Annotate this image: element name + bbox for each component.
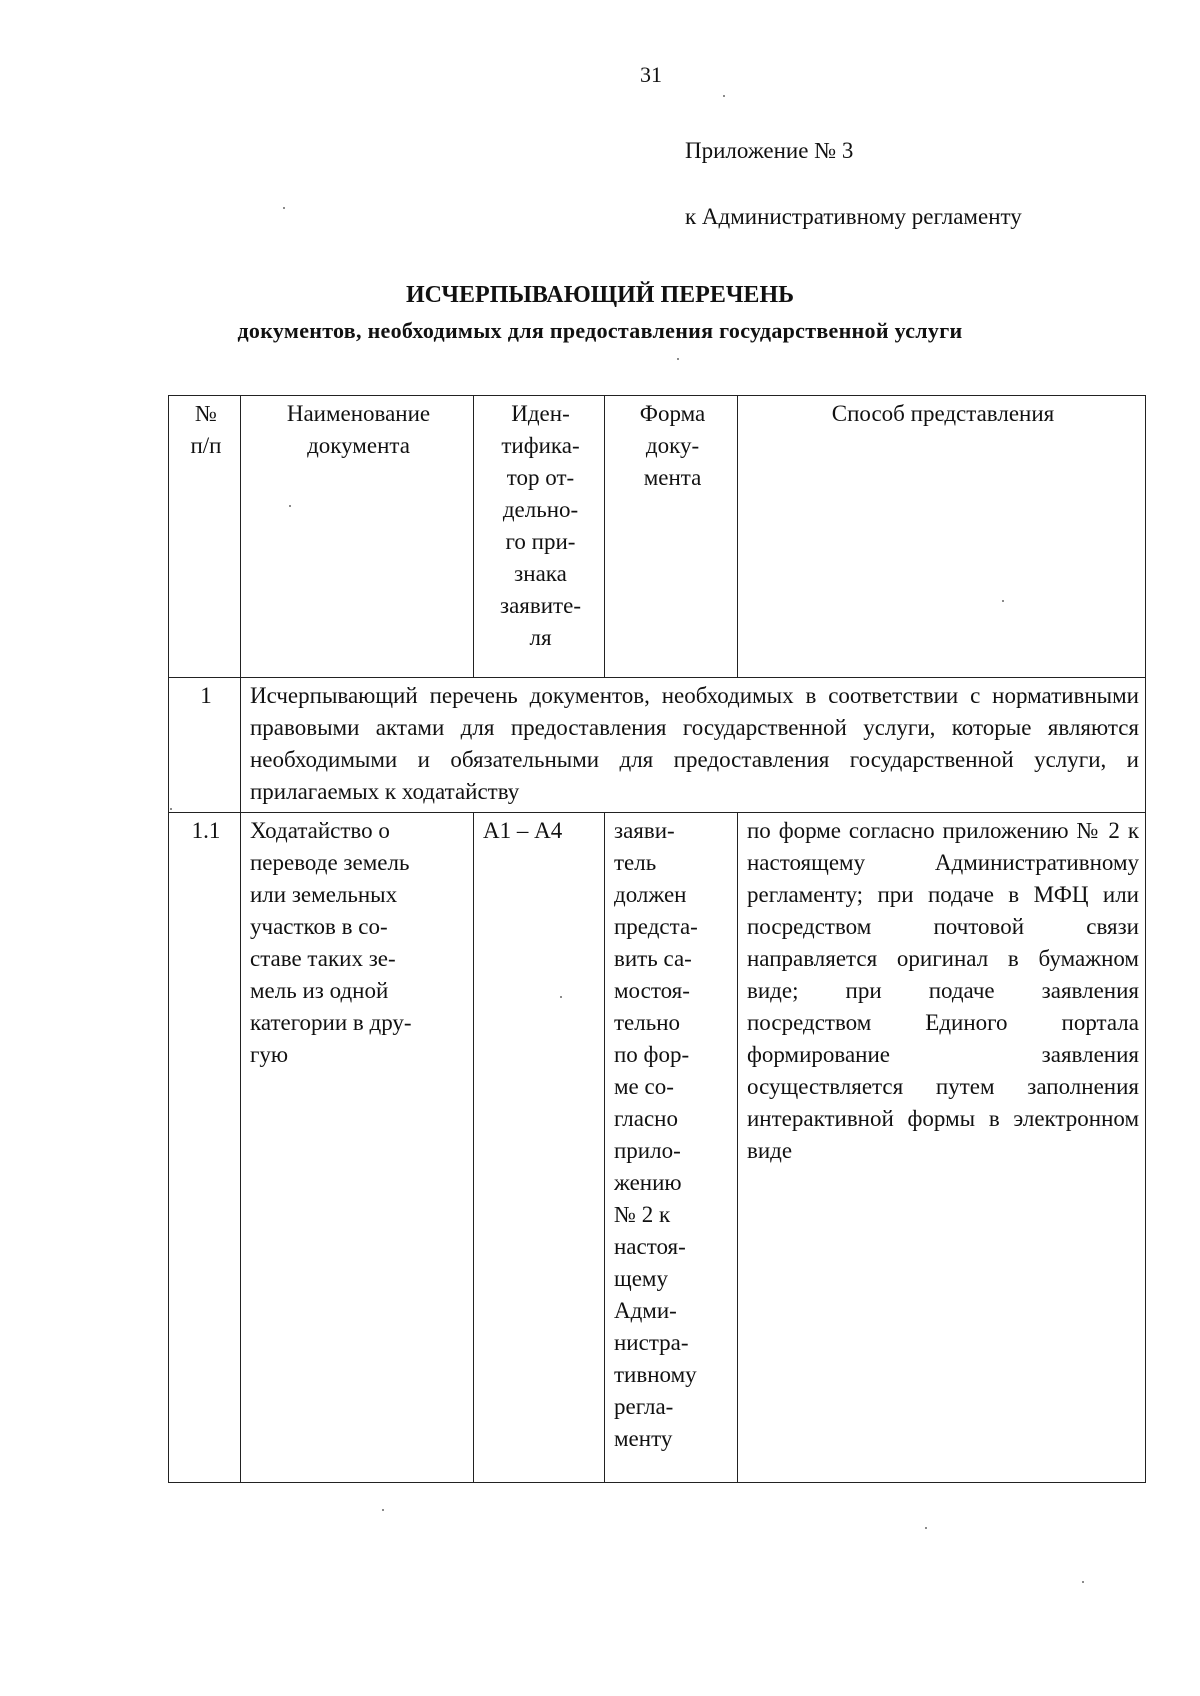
scan-speck — [289, 505, 291, 507]
header-form-line: мента — [643, 465, 702, 490]
scan-speck — [560, 996, 562, 998]
header-method-line: Способ представления — [831, 401, 1055, 426]
header-identifier — [474, 396, 605, 678]
form-line: по фор- — [614, 1042, 690, 1067]
appendix-label: Приложение № 3 — [685, 138, 854, 163]
header-identifier-line: ля — [529, 625, 552, 650]
name-line: или земельных — [250, 882, 398, 907]
row-submission-method: по форме согласно приложению № 2 к настоящему Административному регламенту; при подаче в МФЦ или посредством почтовой связи направляется оригинал в бумажном виде; при подаче заявления посредством Единого портала формирование заявления осуществляется путем заполнения интерактивной формы в электронном виде — [738, 813, 1146, 1483]
name-line: переводе земель — [250, 850, 410, 875]
document-subtitle: документов, необходимых для предоставления государственной услуги — [237, 318, 963, 343]
form-line: тель — [614, 850, 657, 875]
header-identifier-line: заявите- — [500, 593, 581, 618]
table-row — [169, 813, 1146, 1483]
row-identifier: А1 – А4 — [474, 813, 605, 1483]
name-line: категории в дру- — [250, 1010, 412, 1035]
scan-speck — [170, 808, 172, 810]
name-line: участков в со- — [250, 914, 388, 939]
name-line: мель из одной — [250, 978, 389, 1003]
scan-speck — [723, 95, 725, 97]
form-line: заяви- — [614, 818, 675, 843]
header-num — [169, 396, 241, 678]
form-line: вить са- — [614, 946, 692, 971]
section-row — [169, 678, 1146, 813]
header-identifier-line: дельно- — [502, 497, 579, 522]
appendix-reference: к Административному регламенту — [685, 204, 1022, 229]
header-identifier-line: тор от- — [506, 465, 575, 490]
row-document-form — [605, 813, 738, 1483]
row-document-name — [241, 813, 474, 1483]
form-line: должен — [614, 882, 687, 907]
form-line: предста- — [614, 914, 698, 939]
header-name-line: Наименование — [286, 401, 431, 426]
section-text: Исчерпывающий перечень документов, необходимых в соответствии с нормативными правовыми актами для предоставления государственной услуги, которые являются необходимыми и обязательными для предоставления государственной услуги, и прилагаемых к ходатайству — [241, 678, 1146, 813]
header-form-line: доку- — [645, 433, 700, 458]
documents-table — [168, 395, 1146, 1483]
header-identifier-line: знака — [514, 561, 567, 586]
name-line: ставе таких зе- — [250, 946, 396, 971]
section-num: 1 — [169, 678, 241, 813]
header-form-line: Форма — [639, 401, 706, 426]
form-line: Адми- — [614, 1298, 677, 1323]
header-identifier-line: го при- — [505, 529, 576, 554]
scan-speck — [1002, 600, 1004, 602]
scan-speck — [283, 207, 285, 209]
scan-speck — [925, 1527, 927, 1529]
form-line: ме со- — [614, 1074, 674, 1099]
form-line: прило- — [614, 1138, 681, 1163]
header-num-line: п/п — [190, 433, 222, 458]
scan-speck — [677, 358, 679, 360]
form-line: жению — [614, 1170, 682, 1195]
form-line: мостоя- — [614, 978, 690, 1003]
header-form — [605, 396, 738, 678]
header-identifier-line: Иден- — [511, 401, 570, 426]
form-line: № 2 к — [614, 1202, 671, 1227]
form-line: регла- — [614, 1394, 674, 1419]
scan-speck — [1082, 1581, 1084, 1583]
header-name-line: документа — [307, 433, 410, 458]
header-method — [738, 396, 1146, 678]
name-line: Ходатайство о — [250, 818, 390, 843]
form-line: тивному — [614, 1362, 697, 1387]
form-line: нистра- — [614, 1330, 689, 1355]
row-num: 1.1 — [169, 813, 241, 1483]
form-line: щему — [614, 1266, 668, 1291]
form-line: менту — [614, 1426, 673, 1451]
table-header-row — [169, 396, 1146, 678]
header-identifier-line: тифика- — [501, 433, 580, 458]
document-title: ИСЧЕРПЫВАЮЩИЙ ПЕРЕЧЕНЬ — [406, 282, 794, 308]
form-line: гласно — [614, 1106, 678, 1131]
header-num-line: № — [195, 401, 217, 426]
scan-speck — [382, 1509, 384, 1511]
page-number: 31 — [640, 62, 662, 87]
name-line: гую — [250, 1042, 289, 1067]
form-line: тельно — [614, 1010, 681, 1035]
header-name — [241, 396, 474, 678]
form-line: настоя- — [614, 1234, 686, 1259]
